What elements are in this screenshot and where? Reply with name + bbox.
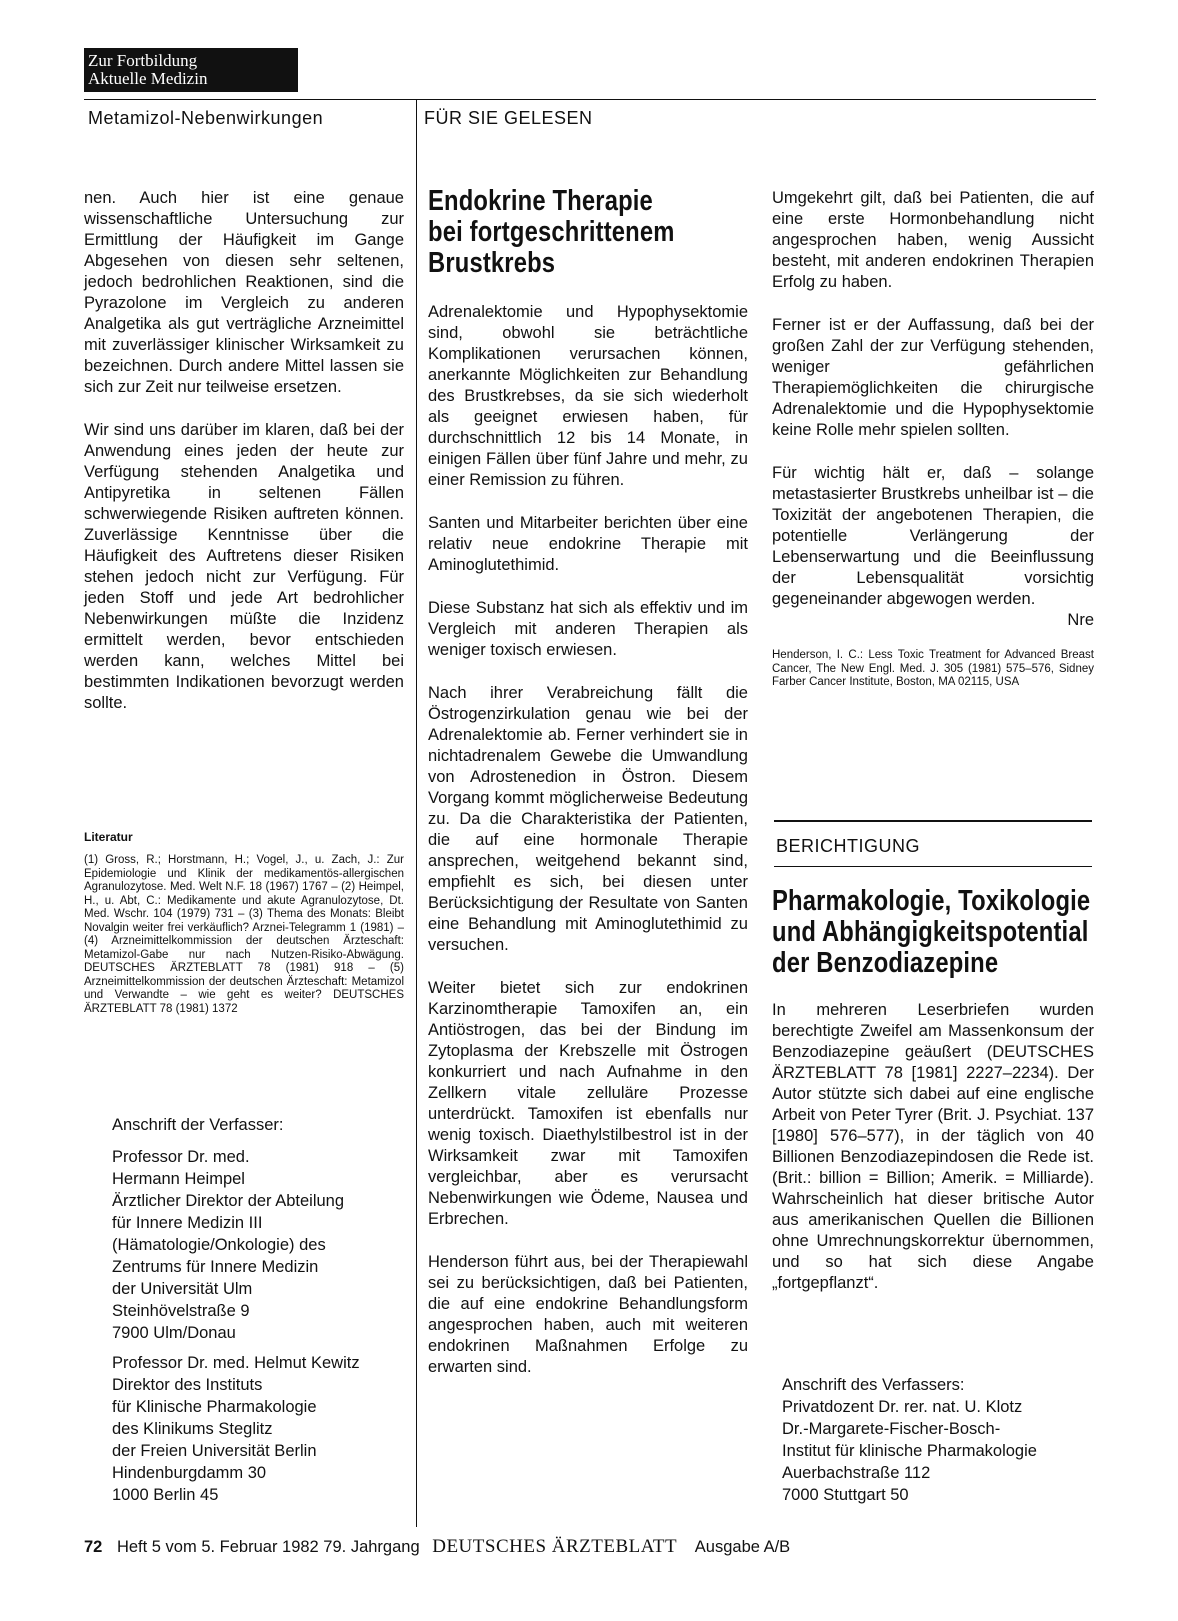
address-line: Auerbachstraße 112 bbox=[782, 1464, 931, 1482]
berichtigung-label: BERICHTIGUNG bbox=[776, 836, 921, 856]
col2-paragraph-5: Weiter bietet sich zur endokrinen Karzinomtherapie Tamoxifen an, ein Antiöstrogen, das bei der Bindung im Zytoplasma der Krebszelle mit Östrogen konkurriert und nach Aufnahme in den Zellkern vitale zelluläre Prozesse unterdrückt. Tamoxifen ist ebenfalls nur wenig toxisch. Diaethylstilbestrol ist in der Wirksamkeit zwar mit Tamoxifen vergleichbar, aber es verursacht Nebenwirkungen wie Ödeme, Nausea und Erbrechen. bbox=[428, 979, 748, 1228]
badge-line-2: Aktuelle Medizin bbox=[88, 69, 208, 88]
headline-line: der Benzodiazepine bbox=[772, 947, 999, 979]
right-section-title: FÜR SIE GELESEN bbox=[424, 108, 593, 128]
column-3 bbox=[772, 188, 1094, 690]
address-line: Anschrift des Verfassers: bbox=[782, 1376, 965, 1394]
address-line: Professor Dr. med. bbox=[112, 1148, 250, 1166]
issue-info: Heft 5 vom 5. Februar 1982 79. Jahrgang bbox=[116, 1538, 420, 1556]
journal-name: DEUTSCHES ÄRZTEBLATT bbox=[432, 1536, 678, 1557]
column-2 bbox=[428, 302, 748, 1400]
author-address bbox=[112, 1114, 360, 1506]
col2-paragraph-4: Nach ihrer Verabreichung fällt die Östrogenzirkulation genau wie bei der Adrenalektomie ab. Ferner verhindert sie in nichtadrenalem Gewebe die Umwandlung von Adrostenedion in Östron. Diesem Vorgang kommt möglicherweise Bedeutung zu. Da die Charakteristika der Patienten, die auf eine hormonale Therapie ansprechen, weitgehend bekannt sind, empfiehlt es sich, bei diesen unter Berücksichtigung der Resultate von Santen eine Behandlung mit Aminoglutethimid zu versuchen. bbox=[428, 684, 748, 954]
header-rule bbox=[84, 99, 1096, 100]
address-2 bbox=[112, 1352, 360, 1506]
headline-line: Endokrine Therapie bbox=[428, 185, 653, 217]
headline-line: Pharmakologie, Toxikologie bbox=[772, 885, 1091, 917]
address-line: Institut für klinische Pharmakologie bbox=[782, 1442, 1037, 1460]
article-headline bbox=[428, 186, 675, 279]
col3-paragraph-4: In mehreren Leserbriefen wurden berechtigte Zweifel am Massenkonsum der Benzodiazepine geäußert (DEUTSCHES ÄRZTEBLATT 78 [1981] 2227–2234). Der Autor stützte sich dabei auf eine englische Arbeit von Peter Tyrer (Brit. J. Psychiat. 137 [1980] 576–577), in der täglich von 40 Billionen Benzodiazepindosen die Rede ist. (Brit.: billion = Billion; Amerik. = Milliarde). Wahrscheinlich hat dieser britische Autor aus amerikanischen Quellen die Billionen ohne Umrechnungskorrektur übernommen, und so hat sich diese Angabe „fortgepflanzt“. bbox=[772, 1001, 1094, 1292]
address-1 bbox=[112, 1146, 360, 1344]
col2-paragraph-2: Santen und Mitarbeiter berichten über eine relativ neue endokrine Therapie mit Aminoglutethimid. bbox=[428, 514, 748, 574]
address-line: für Innere Medizin III bbox=[112, 1214, 263, 1232]
correction-address bbox=[782, 1374, 1037, 1506]
address-line: der Universität Ulm bbox=[112, 1280, 253, 1298]
col1-paragraph-1: nen. Auch hier ist eine genaue wissenschaftliche Untersuchung zur Ermittlung der Häufigkeit im Gange Abgesehen von diesen sehr seltenen, jedoch bedrohlichen Reaktionen, sind die Pyrazolone im Vergleich zu anderen Analgetika als gut verträgliche Arzneimittel mit zuverlässiger klinischer Wirksamkeit zu bezeichnen. Durch andere Mittel lassen sie sich zur Zeit nur teilweise ersetzen. bbox=[84, 189, 404, 396]
address-line: 7900 Ulm/Donau bbox=[112, 1324, 236, 1342]
author-initials: Nre bbox=[1067, 611, 1094, 629]
column-1 bbox=[84, 188, 404, 736]
address-line: Hermann Heimpel bbox=[112, 1170, 245, 1188]
col3-paragraph-3: Für wichtig hält er, daß – solange metastasierter Brustkrebs unheilbar ist – die Toxizität der angebotenen Therapien, die potentielle Verlängerung der Lebenserwartung und die Beeinflussung der Lebensqualität vorsichtig gegeneinander abgewogen werden. bbox=[772, 464, 1094, 608]
address-line: des Klinikums Steglitz bbox=[112, 1420, 273, 1438]
left-section-title: Metamizol-Nebenwirkungen bbox=[88, 108, 324, 128]
literature-block bbox=[84, 830, 404, 1016]
address-line: Direktor des Instituts bbox=[112, 1376, 263, 1394]
headline-line: bei fortgeschrittenem bbox=[428, 216, 675, 248]
page-footer bbox=[84, 1536, 790, 1558]
address-line: Dr.-Margarete-Fischer-Bosch- bbox=[782, 1420, 1001, 1438]
berichtigung-rule-2 bbox=[774, 866, 1092, 867]
correction-headline bbox=[772, 886, 1090, 979]
headline-line: Brustkrebs bbox=[428, 247, 556, 279]
reference-text: Henderson, I. C.: Less Toxic Treatment for Advanced Breast Cancer, The New Engl. Med. J. 305 (1981) 575–576, Sidney Farber Cancer Institute, Boston, MA 02115, USA bbox=[772, 649, 1094, 688]
address-line: für Klinische Pharmakologie bbox=[112, 1398, 317, 1416]
page-number: 72 bbox=[84, 1538, 103, 1556]
column-divider bbox=[416, 99, 417, 1527]
col1-paragraph-2: Wir sind uns darüber im klaren, daß bei der Anwendung eines jeden der heute zur Verfügung stehenden Analgetika und Antipyretika in seltenen Fällen schwerwiegende Risiken auftreten können. Zuverlässige Kenntnisse über die Häufigkeit des Auftretens dieser Risiken stehen jedoch nicht zur Verfügung. Für jeden Stoff und jede Art bedrohlicher Nebenwirkungen müßte die Inzidenz ermittelt werden, bevor entschieden werden kann, welches Mittel bei bestimmten Indikationen bevorzugt werden sollte. bbox=[84, 421, 404, 712]
address-line: Professor Dr. med. Helmut Kewitz bbox=[112, 1354, 360, 1372]
col3-paragraph-2: Ferner ist er der Auffassung, daß bei der großen Zahl der zur Verfügung stehenden, weniger gefährlichen Therapiemöglichkeiten die chirurgische Adrenalektomie und die Hypophysektomie keine Rolle mehr spielen sollten. bbox=[772, 316, 1094, 439]
literature-text: (1) Gross, R.; Horstmann, H.; Vogel, J., u. Zach, J.: Zur Epidemiologie und Klinik der medikamentös-allergischen Agranulozytose. Med. Welt N.F. 18 (1967) 1767 – (2) Heimpel, H., u. Abt, C.: Medikamente und akute Agranulozytose, Dt. Med. Wschr. 104 (1979) 731 – (3) Thema des Monats: Bleibt Novalgin weiter frei verkäuflich? Arznei-Telegramm 1 (1981) – (4) Arzneimittelkommission der deutschen Ärzteschaft: Metamizol-Gabe nur nach Nutzen-Risiko-Abwägung. DEUTSCHES ÄRZTEBLATT 78 (1981) 918 – (5) Arzneimittelkommission der deutschen Ärzteschaft: Metamizol und Verwandte – wie geht es weiter? DEUTSCHES ÄRZTEBLATT 78 (1981) 1372 bbox=[84, 854, 404, 1015]
address-line: der Freien Universität Berlin bbox=[112, 1442, 317, 1460]
col2-paragraph-3: Diese Substanz hat sich als effektiv und im Vergleich mit anderen Therapien als weniger toxisch erwiesen. bbox=[428, 599, 748, 659]
address-line: Steinhövelstraße 9 bbox=[112, 1302, 250, 1320]
edition-info: Ausgabe A/B bbox=[694, 1538, 791, 1556]
col2-paragraph-6: Henderson führt aus, bei der Therapiewahl sei zu berücksichtigen, daß bei Patienten, die auf eine endokrine Behandlungsform angesprochen haben, auch mit weiteren endokrinen Maßnahmen Erfolge zu erwarten sind. bbox=[428, 1253, 748, 1376]
series-badge bbox=[84, 48, 298, 92]
badge-line-1: Zur Fortbildung bbox=[88, 51, 198, 70]
col2-paragraph-1: Adrenalektomie und Hypophysektomie sind, obwohl sie beträchtliche Komplikationen verursachen können, anerkannte Möglichkeiten zur Behandlung des Brustkrebses, da sie sich wiederholt als geeignet erwiesen haben, für durchschnittlich 12 bis 14 Monate, in einigen Fällen über fünf Jahre und mehr, zu einer Remission zu führen. bbox=[428, 303, 748, 489]
address-line: Zentrums für Innere Medizin bbox=[112, 1258, 319, 1276]
address-line: Privatdozent Dr. rer. nat. U. Klotz bbox=[782, 1398, 1023, 1416]
col3-paragraph-1: Umgekehrt gilt, daß bei Patienten, die auf eine erste Hormonbehandlung nicht angesprochen haben, wenig Aussicht besteht, mit anderen endokrinen Therapien Erfolg zu haben. bbox=[772, 189, 1094, 291]
address-line: 7000 Stuttgart 50 bbox=[782, 1486, 909, 1504]
address-line: 1000 Berlin 45 bbox=[112, 1486, 219, 1504]
berichtigung-rule bbox=[774, 820, 1092, 822]
address-line: Ärztlicher Direktor der Abteilung bbox=[112, 1192, 345, 1210]
correction-body bbox=[772, 1000, 1094, 1316]
address-line: (Hämatologie/Onkologie) des bbox=[112, 1236, 326, 1254]
address-line: Hindenburgdamm 30 bbox=[112, 1464, 267, 1482]
address-heading: Anschrift der Verfasser: bbox=[112, 1116, 284, 1134]
literature-heading: Literatur bbox=[84, 830, 133, 844]
headline-line: und Abhängigkeitspotential bbox=[772, 916, 1089, 948]
